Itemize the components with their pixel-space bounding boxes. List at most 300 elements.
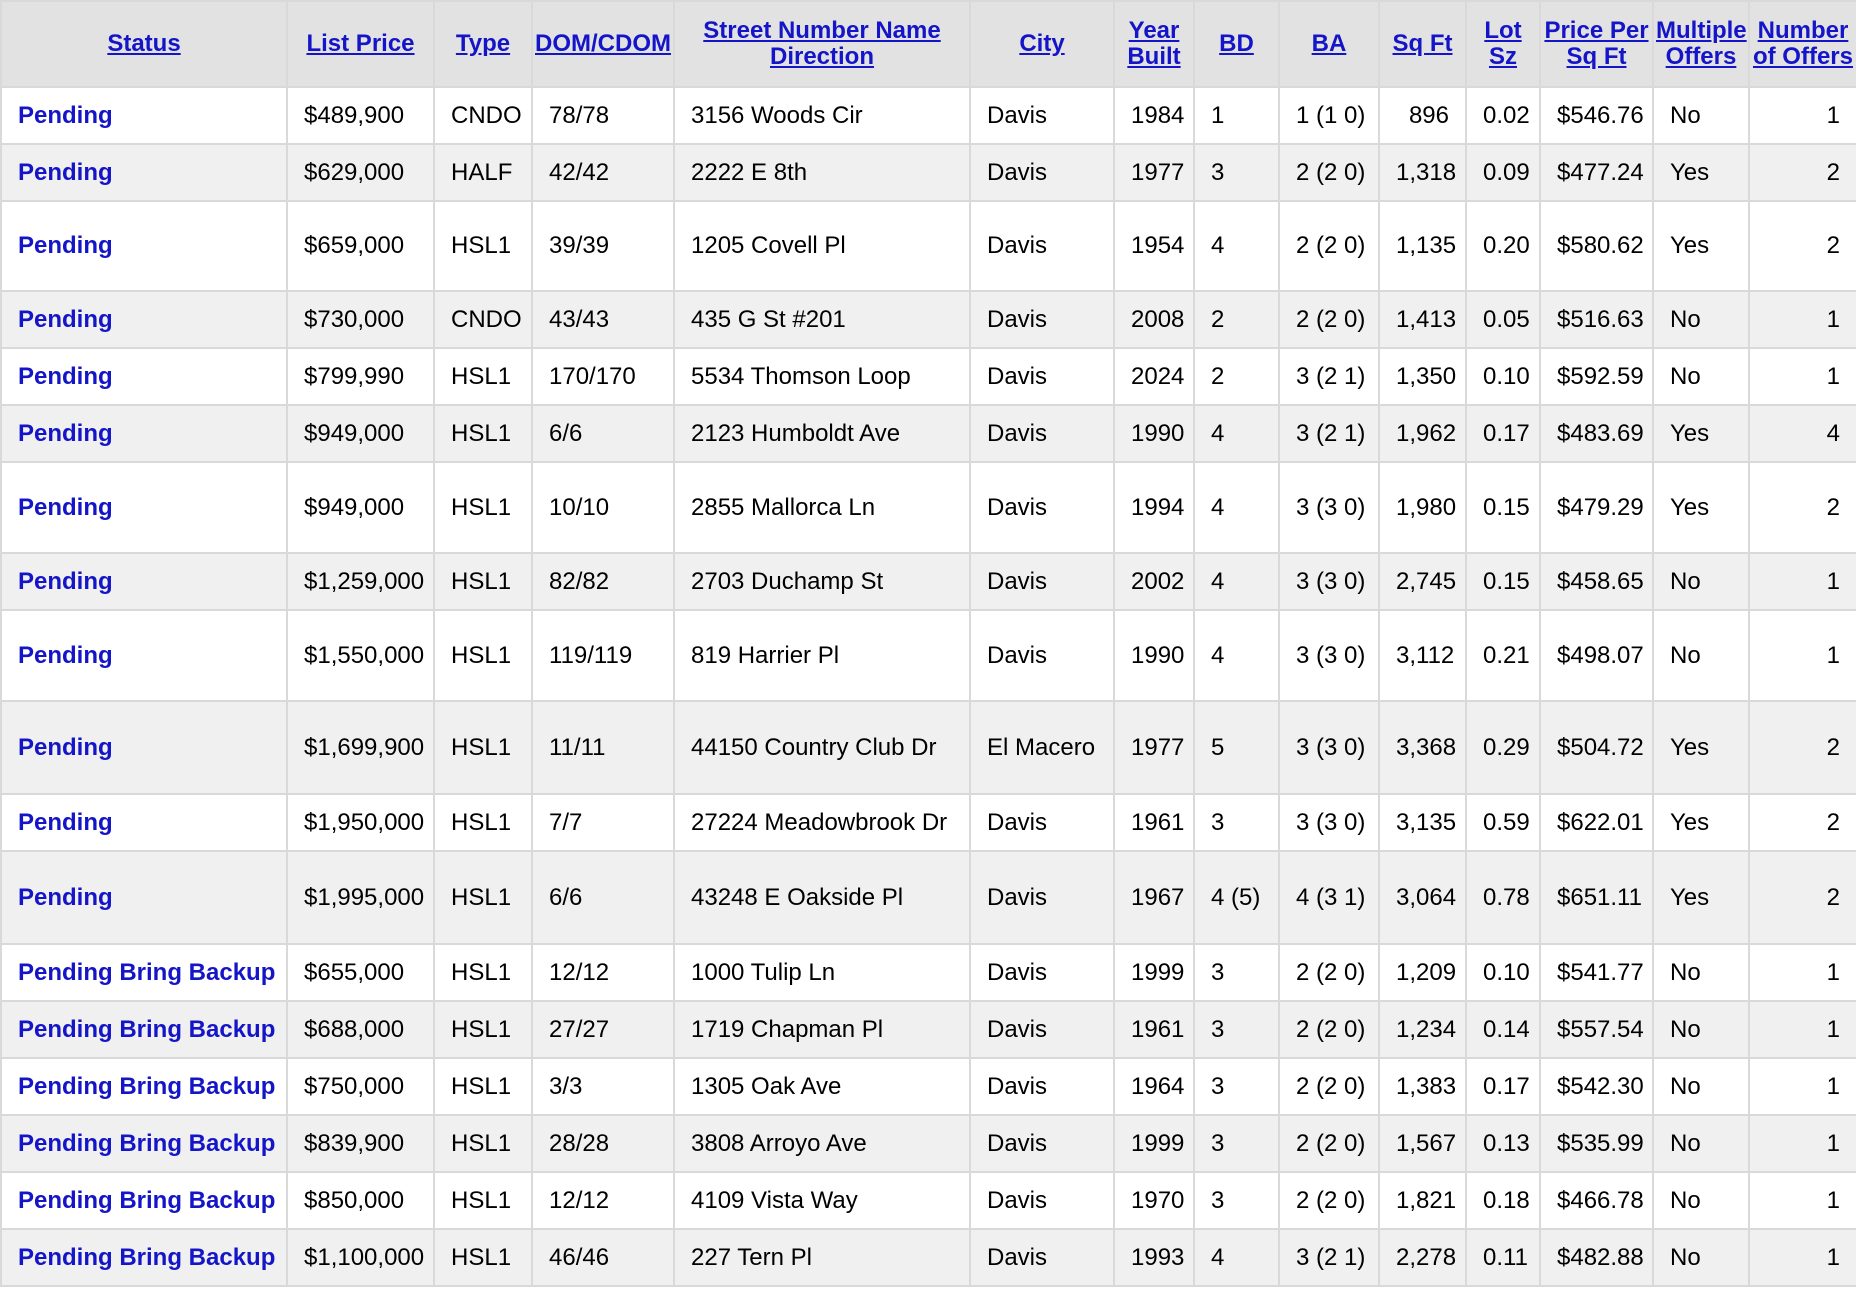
city-cell: Davis: [970, 1058, 1114, 1115]
column-header-street[interactable]: [674, 1, 970, 87]
bd-cell: 4 (5): [1194, 851, 1279, 944]
multiple-offers-cell: No: [1653, 1058, 1749, 1115]
year-built-cell: 1961: [1114, 1001, 1194, 1058]
year-built-cell: 1999: [1114, 1115, 1194, 1172]
type-cell: HSL1: [434, 851, 532, 944]
table-row: [1, 701, 1856, 794]
table-row: [1, 944, 1856, 1001]
bd-cell: 4: [1194, 462, 1279, 553]
year-built-cell: 1970: [1114, 1172, 1194, 1229]
dom-cdom-cell: 11/11: [532, 701, 674, 794]
street-cell: 227 Tern Pl: [674, 1229, 970, 1286]
ba-cell: 3 (2 1): [1279, 405, 1379, 462]
ba-cell: 3 (3 0): [1279, 610, 1379, 701]
list-price-cell: $688,000: [287, 1001, 434, 1058]
table-row: [1, 348, 1856, 405]
year-built-cell: 1984: [1114, 87, 1194, 144]
type-cell: HSL1: [434, 1058, 532, 1115]
column-header-price-per-sqft[interactable]: [1540, 1, 1653, 87]
status-cell: [1, 851, 287, 944]
ba-cell: 4 (3 1): [1279, 851, 1379, 944]
year-built-cell: 1994: [1114, 462, 1194, 553]
street-cell: 435 G St #201: [674, 291, 970, 348]
number-of-offers-cell: 2: [1749, 144, 1856, 201]
sort-by-sqft-link[interactable]: Sq Ft: [1392, 30, 1453, 57]
ba-cell: 3 (2 1): [1279, 348, 1379, 405]
lot-sz-cell: 0.15: [1466, 462, 1540, 553]
table-row: [1, 201, 1856, 291]
type-cell: HSL1: [434, 348, 532, 405]
status-cell: [1, 405, 287, 462]
ba-cell: 2 (2 0): [1279, 291, 1379, 348]
type-cell: HSL1: [434, 944, 532, 1001]
status-cell: [1, 794, 287, 851]
street-cell: 2123 Humboldt Ave: [674, 405, 970, 462]
dom-cdom-cell: 78/78: [532, 87, 674, 144]
bd-cell: 4: [1194, 1229, 1279, 1286]
price-per-sqft-cell: $542.30: [1540, 1058, 1653, 1115]
sqft-cell: 2,745: [1379, 553, 1466, 610]
city-cell: Davis: [970, 1001, 1114, 1058]
bd-cell: 3: [1194, 794, 1279, 851]
price-per-sqft-cell: $504.72: [1540, 701, 1653, 794]
city-cell: Davis: [970, 794, 1114, 851]
table-row: [1, 851, 1856, 944]
bd-cell: 3: [1194, 1115, 1279, 1172]
column-header-sqft[interactable]: [1379, 1, 1466, 87]
city-cell: Davis: [970, 291, 1114, 348]
status-link[interactable]: Pending: [18, 808, 113, 836]
bd-cell: 2: [1194, 291, 1279, 348]
column-header-year-built[interactable]: [1114, 1, 1194, 87]
year-built-cell: 1993: [1114, 1229, 1194, 1286]
sqft-cell: 1,962: [1379, 405, 1466, 462]
column-header-city[interactable]: [970, 1, 1114, 87]
multiple-offers-cell: No: [1653, 87, 1749, 144]
sqft-cell: 1,135: [1379, 201, 1466, 291]
list-price-cell: $799,990: [287, 348, 434, 405]
price-per-sqft-cell: $458.65: [1540, 553, 1653, 610]
lot-sz-cell: 0.20: [1466, 201, 1540, 291]
lot-sz-cell: 0.17: [1466, 1058, 1540, 1115]
multiple-offers-cell: No: [1653, 291, 1749, 348]
bd-cell: 3: [1194, 944, 1279, 1001]
sqft-cell: 1,383: [1379, 1058, 1466, 1115]
status-link[interactable]: Pending: [18, 419, 113, 447]
bd-cell: 4: [1194, 405, 1279, 462]
status-link[interactable]: Pending Bring Backup: [18, 1243, 276, 1271]
street-cell: 4109 Vista Way: [674, 1172, 970, 1229]
list-price-cell: $730,000: [287, 291, 434, 348]
ba-cell: 2 (2 0): [1279, 944, 1379, 1001]
column-header-bd[interactable]: [1194, 1, 1279, 87]
number-of-offers-cell: 1: [1749, 1058, 1856, 1115]
multiple-offers-cell: No: [1653, 1001, 1749, 1058]
sqft-cell: 1,821: [1379, 1172, 1466, 1229]
column-header-status[interactable]: [1, 1, 287, 87]
table-row: [1, 87, 1856, 144]
city-cell: Davis: [970, 144, 1114, 201]
sort-by-lot-sz-link[interactable]: Lot Sz: [1484, 17, 1522, 70]
city-cell: Davis: [970, 201, 1114, 291]
city-cell: Davis: [970, 553, 1114, 610]
bd-cell: 5: [1194, 701, 1279, 794]
number-of-offers-cell: 2: [1749, 701, 1856, 794]
status-cell: [1, 462, 287, 553]
table-row: [1, 553, 1856, 610]
multiple-offers-cell: Yes: [1653, 462, 1749, 553]
multiple-offers-cell: Yes: [1653, 794, 1749, 851]
lot-sz-cell: 0.14: [1466, 1001, 1540, 1058]
sqft-cell: 3,368: [1379, 701, 1466, 794]
number-of-offers-cell: 2: [1749, 462, 1856, 553]
lot-sz-cell: 0.11: [1466, 1229, 1540, 1286]
number-of-offers-cell: 1: [1749, 610, 1856, 701]
status-cell: [1, 1058, 287, 1115]
year-built-cell: 1954: [1114, 201, 1194, 291]
sqft-cell: 1,413: [1379, 291, 1466, 348]
year-built-cell: 1967: [1114, 851, 1194, 944]
sort-by-list-price-link[interactable]: List Price: [306, 30, 415, 57]
street-cell: 44150 Country Club Dr: [674, 701, 970, 794]
dom-cdom-cell: 46/46: [532, 1229, 674, 1286]
ba-cell: 2 (2 0): [1279, 1172, 1379, 1229]
year-built-cell: 2002: [1114, 553, 1194, 610]
column-header-multiple-offers[interactable]: [1653, 1, 1749, 87]
type-cell: HSL1: [434, 1172, 532, 1229]
status-link[interactable]: Pending Bring Backup: [18, 1186, 276, 1214]
bd-cell: 3: [1194, 1001, 1279, 1058]
street-cell: 819 Harrier Pl: [674, 610, 970, 701]
list-price-cell: $1,699,900: [287, 701, 434, 794]
lot-sz-cell: 0.09: [1466, 144, 1540, 201]
column-header-type[interactable]: [434, 1, 532, 87]
city-cell: Davis: [970, 405, 1114, 462]
table-row: [1, 405, 1856, 462]
price-per-sqft-cell: $483.69: [1540, 405, 1653, 462]
city-cell: El Macero: [970, 701, 1114, 794]
lot-sz-cell: 0.10: [1466, 348, 1540, 405]
list-price-cell: $659,000: [287, 201, 434, 291]
status-cell: [1, 291, 287, 348]
type-cell: HSL1: [434, 1229, 532, 1286]
multiple-offers-cell: Yes: [1653, 201, 1749, 291]
lot-sz-cell: 0.29: [1466, 701, 1540, 794]
sqft-cell: 3,112: [1379, 610, 1466, 701]
city-cell: Davis: [970, 348, 1114, 405]
year-built-cell: 2008: [1114, 291, 1194, 348]
column-header-dom-cdom[interactable]: [532, 1, 674, 87]
number-of-offers-cell: 4: [1749, 405, 1856, 462]
price-per-sqft-cell: $479.29: [1540, 462, 1653, 553]
list-price-cell: $1,100,000: [287, 1229, 434, 1286]
bd-cell: 1: [1194, 87, 1279, 144]
multiple-offers-cell: No: [1653, 610, 1749, 701]
city-cell: Davis: [970, 944, 1114, 1001]
status-cell: [1, 87, 287, 144]
status-link[interactable]: Pending: [18, 232, 113, 259]
lot-sz-cell: 0.59: [1466, 794, 1540, 851]
status-link[interactable]: Pending Bring Backup: [18, 1129, 276, 1157]
status-link[interactable]: Pending: [18, 641, 113, 669]
status-cell: [1, 610, 287, 701]
status-link[interactable]: Pending Bring Backup: [18, 958, 276, 986]
street-cell: 1719 Chapman Pl: [674, 1001, 970, 1058]
number-of-offers-cell: 2: [1749, 794, 1856, 851]
number-of-offers-cell: 1: [1749, 1001, 1856, 1058]
lot-sz-cell: 0.17: [1466, 405, 1540, 462]
number-of-offers-cell: 1: [1749, 87, 1856, 144]
table-row: [1, 1058, 1856, 1115]
ba-cell: 1 (1 0): [1279, 87, 1379, 144]
status-cell: [1, 1115, 287, 1172]
price-per-sqft-cell: $541.77: [1540, 944, 1653, 1001]
number-of-offers-cell: 1: [1749, 944, 1856, 1001]
table-row: [1, 291, 1856, 348]
sqft-cell: 3,064: [1379, 851, 1466, 944]
price-per-sqft-cell: $466.78: [1540, 1172, 1653, 1229]
number-of-offers-cell: 1: [1749, 291, 1856, 348]
sort-by-multiple-offers-link[interactable]: Multiple Offers: [1656, 17, 1747, 70]
number-of-offers-cell: 1: [1749, 553, 1856, 610]
lot-sz-cell: 0.13: [1466, 1115, 1540, 1172]
lot-sz-cell: 0.21: [1466, 610, 1540, 701]
multiple-offers-cell: No: [1653, 1115, 1749, 1172]
price-per-sqft-cell: $651.11: [1540, 851, 1653, 944]
list-price-cell: $1,550,000: [287, 610, 434, 701]
type-cell: HSL1: [434, 405, 532, 462]
year-built-cell: 1999: [1114, 944, 1194, 1001]
status-cell: [1, 553, 287, 610]
price-per-sqft-cell: $516.63: [1540, 291, 1653, 348]
status-link[interactable]: Pending Bring Backup: [18, 1072, 276, 1100]
table-row: [1, 462, 1856, 553]
price-per-sqft-cell: $580.62: [1540, 201, 1653, 291]
status-link[interactable]: Pending: [18, 733, 113, 761]
price-per-sqft-cell: $482.88: [1540, 1229, 1653, 1286]
bd-cell: 4: [1194, 553, 1279, 610]
status-link[interactable]: Pending: [18, 101, 113, 129]
ba-cell: 3 (3 0): [1279, 794, 1379, 851]
bd-cell: 3: [1194, 1172, 1279, 1229]
number-of-offers-cell: 1: [1749, 348, 1856, 405]
multiple-offers-cell: No: [1653, 1229, 1749, 1286]
ba-cell: 2 (2 0): [1279, 1001, 1379, 1058]
dom-cdom-cell: 12/12: [532, 1172, 674, 1229]
multiple-offers-cell: Yes: [1653, 851, 1749, 944]
street-cell: 3808 Arroyo Ave: [674, 1115, 970, 1172]
column-header-list-price[interactable]: [287, 1, 434, 87]
sqft-cell: 2,278: [1379, 1229, 1466, 1286]
price-per-sqft-cell: $557.54: [1540, 1001, 1653, 1058]
sort-by-status-link[interactable]: Status: [107, 30, 181, 57]
year-built-cell: 1961: [1114, 794, 1194, 851]
table-row: [1, 794, 1856, 851]
type-cell: HSL1: [434, 201, 532, 291]
column-header-number-of-offers[interactable]: [1749, 1, 1856, 87]
lot-sz-cell: 0.78: [1466, 851, 1540, 944]
sort-by-street-link[interactable]: Street Number Name Direction: [703, 17, 941, 70]
street-cell: 43248 E Oakside Pl: [674, 851, 970, 944]
list-price-cell: $949,000: [287, 462, 434, 553]
status-link[interactable]: Pending: [18, 362, 113, 390]
bd-cell: 4: [1194, 610, 1279, 701]
lot-sz-cell: 0.15: [1466, 553, 1540, 610]
status-link[interactable]: Pending: [18, 883, 113, 911]
multiple-offers-cell: Yes: [1653, 701, 1749, 794]
status-link[interactable]: Pending: [18, 305, 113, 333]
ba-cell: 2 (2 0): [1279, 144, 1379, 201]
dom-cdom-cell: 170/170: [532, 348, 674, 405]
dom-cdom-cell: 27/27: [532, 1001, 674, 1058]
lot-sz-cell: 0.10: [1466, 944, 1540, 1001]
type-cell: HSL1: [434, 701, 532, 794]
street-cell: 2855 Mallorca Ln: [674, 462, 970, 553]
status-cell: [1, 944, 287, 1001]
city-cell: Davis: [970, 87, 1114, 144]
year-built-cell: 1990: [1114, 610, 1194, 701]
header-row: [1, 1, 1856, 87]
type-cell: HSL1: [434, 1001, 532, 1058]
lot-sz-cell: 0.05: [1466, 291, 1540, 348]
status-cell: [1, 348, 287, 405]
sort-by-price-per-sqft-link[interactable]: Price Per Sq Ft: [1544, 17, 1649, 70]
sort-by-year-built-link[interactable]: Year Built: [1127, 17, 1181, 70]
multiple-offers-cell: No: [1653, 944, 1749, 1001]
sqft-cell: 1,318: [1379, 144, 1466, 201]
status-link[interactable]: Pending Bring Backup: [18, 1015, 276, 1043]
sqft-cell: 896: [1379, 87, 1466, 144]
lot-sz-cell: 0.18: [1466, 1172, 1540, 1229]
dom-cdom-cell: 28/28: [532, 1115, 674, 1172]
list-price-cell: $629,000: [287, 144, 434, 201]
list-price-cell: $1,995,000: [287, 851, 434, 944]
street-cell: 1000 Tulip Ln: [674, 944, 970, 1001]
table-row: [1, 1229, 1856, 1286]
street-cell: 1205 Covell Pl: [674, 201, 970, 291]
sort-by-city-link[interactable]: City: [1019, 30, 1065, 57]
table-row: [1, 1115, 1856, 1172]
year-built-cell: 1964: [1114, 1058, 1194, 1115]
list-price-cell: $489,900: [287, 87, 434, 144]
dom-cdom-cell: 82/82: [532, 553, 674, 610]
type-cell: HSL1: [434, 462, 532, 553]
column-header-ba[interactable]: [1279, 1, 1379, 87]
multiple-offers-cell: Yes: [1653, 144, 1749, 201]
ba-cell: 2 (2 0): [1279, 201, 1379, 291]
ba-cell: 2 (2 0): [1279, 1058, 1379, 1115]
status-cell: [1, 701, 287, 794]
lot-sz-cell: 0.02: [1466, 87, 1540, 144]
listings-body: [1, 87, 1856, 1286]
table-row: [1, 144, 1856, 201]
street-cell: 27224 Meadowbrook Dr: [674, 794, 970, 851]
year-built-cell: 1990: [1114, 405, 1194, 462]
sqft-cell: 1,567: [1379, 1115, 1466, 1172]
dom-cdom-cell: 3/3: [532, 1058, 674, 1115]
list-price-cell: $1,259,000: [287, 553, 434, 610]
sort-by-ba-link[interactable]: BA: [1311, 30, 1347, 57]
status-cell: [1, 1001, 287, 1058]
multiple-offers-cell: No: [1653, 348, 1749, 405]
status-link[interactable]: Pending: [18, 158, 113, 186]
type-cell: HSL1: [434, 610, 532, 701]
list-price-cell: $839,900: [287, 1115, 434, 1172]
price-per-sqft-cell: $477.24: [1540, 144, 1653, 201]
dom-cdom-cell: 43/43: [532, 291, 674, 348]
city-cell: Davis: [970, 462, 1114, 553]
price-per-sqft-cell: $592.59: [1540, 348, 1653, 405]
type-cell: HSL1: [434, 794, 532, 851]
multiple-offers-cell: Yes: [1653, 405, 1749, 462]
status-cell: [1, 1172, 287, 1229]
dom-cdom-cell: 12/12: [532, 944, 674, 1001]
city-cell: Davis: [970, 1172, 1114, 1229]
dom-cdom-cell: 39/39: [532, 201, 674, 291]
sort-by-number-of-offers-link[interactable]: Number of Offers: [1752, 17, 1853, 70]
ba-cell: 3 (3 0): [1279, 553, 1379, 610]
price-per-sqft-cell: $535.99: [1540, 1115, 1653, 1172]
street-cell: 2703 Duchamp St: [674, 553, 970, 610]
list-price-cell: $655,000: [287, 944, 434, 1001]
type-cell: HALF: [434, 144, 532, 201]
dom-cdom-cell: 6/6: [532, 405, 674, 462]
bd-cell: 3: [1194, 144, 1279, 201]
table-row: [1, 1001, 1856, 1058]
city-cell: Davis: [970, 851, 1114, 944]
status-link[interactable]: Pending: [18, 493, 113, 521]
sort-by-type-link[interactable]: Type: [455, 30, 511, 57]
price-per-sqft-cell: $546.76: [1540, 87, 1653, 144]
bd-cell: 3: [1194, 1058, 1279, 1115]
type-cell: CNDO: [434, 87, 532, 144]
number-of-offers-cell: 2: [1749, 201, 1856, 291]
sqft-cell: 1,209: [1379, 944, 1466, 1001]
dom-cdom-cell: 10/10: [532, 462, 674, 553]
year-built-cell: 2024: [1114, 348, 1194, 405]
year-built-cell: 1977: [1114, 701, 1194, 794]
street-cell: 3156 Woods Cir: [674, 87, 970, 144]
sort-by-dom-cdom-link[interactable]: DOM/CDOM: [535, 30, 671, 57]
table-row: [1, 1172, 1856, 1229]
number-of-offers-cell: 2: [1749, 851, 1856, 944]
street-cell: 2222 E 8th: [674, 144, 970, 201]
price-per-sqft-cell: $498.07: [1540, 610, 1653, 701]
price-per-sqft-cell: $622.01: [1540, 794, 1653, 851]
dom-cdom-cell: 42/42: [532, 144, 674, 201]
year-built-cell: 1977: [1114, 144, 1194, 201]
dom-cdom-cell: 6/6: [532, 851, 674, 944]
ba-cell: 3 (2 1): [1279, 1229, 1379, 1286]
multiple-offers-cell: No: [1653, 553, 1749, 610]
sqft-cell: 1,980: [1379, 462, 1466, 553]
ba-cell: 2 (2 0): [1279, 1115, 1379, 1172]
number-of-offers-cell: 1: [1749, 1172, 1856, 1229]
status-cell: [1, 1229, 287, 1286]
multiple-offers-cell: No: [1653, 1172, 1749, 1229]
list-price-cell: $750,000: [287, 1058, 434, 1115]
column-header-lot-sz[interactable]: [1466, 1, 1540, 87]
sort-by-bd-link[interactable]: BD: [1219, 30, 1254, 57]
number-of-offers-cell: 1: [1749, 1229, 1856, 1286]
status-link[interactable]: Pending: [18, 567, 113, 595]
sqft-cell: 1,234: [1379, 1001, 1466, 1058]
bd-cell: 4: [1194, 201, 1279, 291]
list-price-cell: $850,000: [287, 1172, 434, 1229]
sqft-cell: 1,350: [1379, 348, 1466, 405]
type-cell: CNDO: [434, 291, 532, 348]
list-price-cell: $949,000: [287, 405, 434, 462]
